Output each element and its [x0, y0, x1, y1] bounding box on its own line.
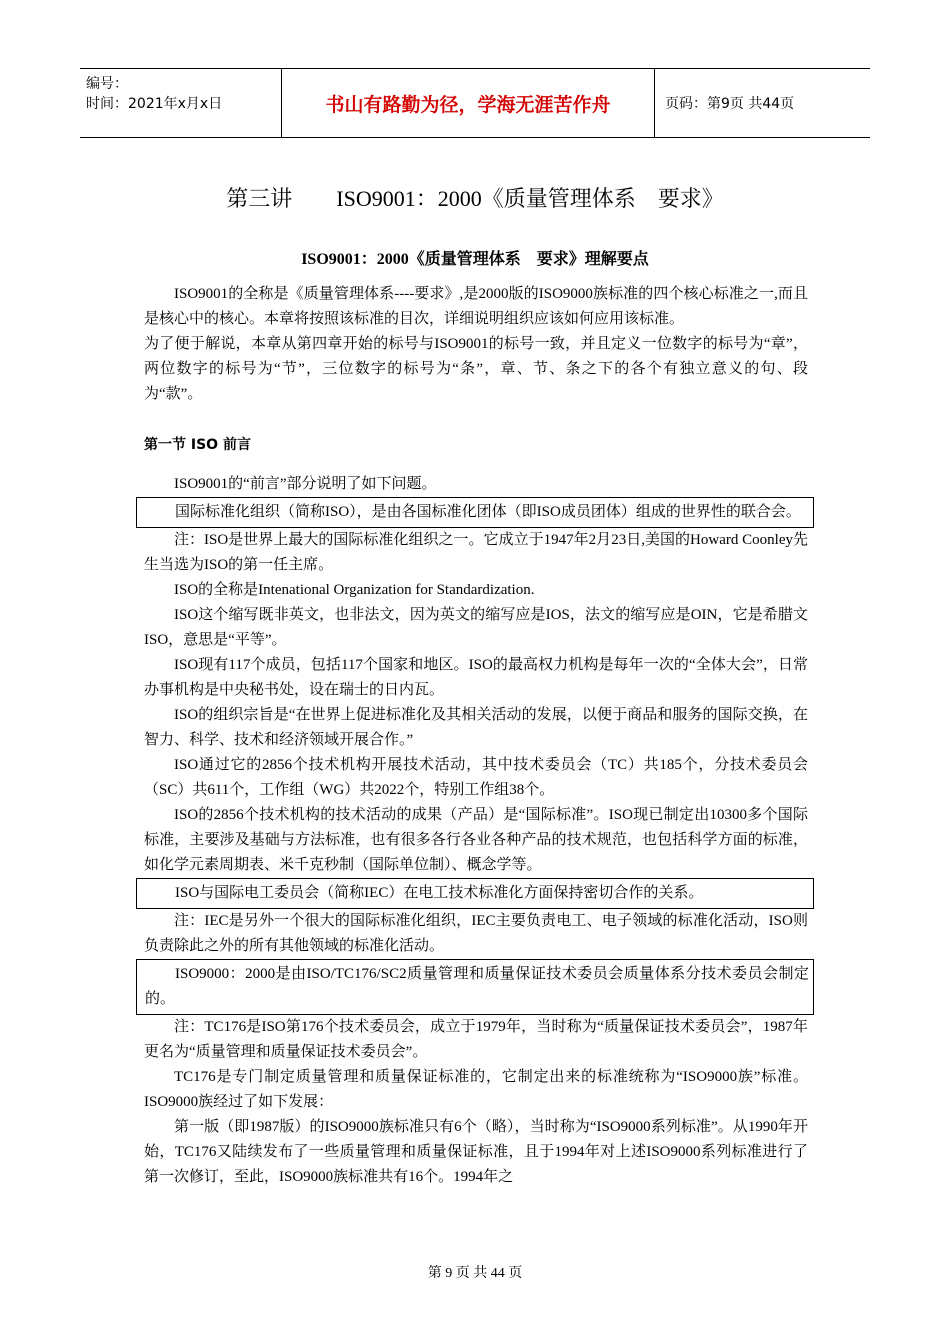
- paragraph: ISO现有117个成员，包括117个国家和地区。ISO的最高权力机构是每年一次的“全体大会”，日常办事机构是中央秘书处，设在瑞士的日内瓦。: [144, 657, 808, 698]
- number-label: 编号：: [86, 76, 128, 92]
- date-label: 时间：2021年x月x日: [86, 96, 223, 112]
- header-page-info: 页码：第9页 共44页: [665, 96, 795, 112]
- paragraph: 第一版（即1987版）的ISO9000族标准只有6个（略），当时称为“ISO9000系列标准”。从1990年开始，TC176又陆续发布了一些质量管理和质量保证标准，且于1994年对上述ISO9000系列标准进行了第一次修订，至此，ISO9000族标准共有16个。1994年之: [144, 1119, 808, 1185]
- section-heading: 第一节 ISO 前言: [144, 437, 251, 453]
- paragraph: ISO通过它的2856个技术机构开展技术活动，其中技术委员会（TC）共185个，分技术委员会（SC）共611个，工作组（WG）共2022个，特别工作组38个。: [144, 757, 808, 798]
- paragraph: ISO的2856个技术机构的技术活动的成果（产品）是“国际标准”。ISO现已制定出10300多个国际标准，主要涉及基础与方法标准，也有很多各行各业各种产品的技术规范，也包括科学方面的标准，如化学元素周期表、米千克秒制（国际单位制）、概念学等。: [144, 807, 808, 873]
- paragraph: ISO的组织宗旨是“在世界上促进标准化及其相关活动的发展，以便于商品和服务的国际交换，在智力、科学、技术和经济领域开展合作。”: [144, 707, 808, 748]
- paragraph: 注：TC176是ISO第176个技术委员会，成立于1979年，当时称为“质量保证技术委员会”，1987年更名为“质量管理和质量保证技术委员会”。: [144, 1019, 808, 1060]
- boxed-paragraph: ISO9000：2000是由ISO/TC176/SC2质量管理和质量保证技术委员会质量体系分技术委员会制定的。: [136, 959, 814, 1015]
- page-footer: 第 9 页 共 44 页: [427, 1266, 523, 1281]
- header-motto: 书山有路勤为径，学海无涯苦作舟: [282, 69, 655, 137]
- page-title: 第三讲 ISO9001：2000《质量管理体系 要求》: [226, 186, 724, 211]
- paragraph: ISO这个缩写既非英文，也非法文，因为英文的缩写应是IOS，法文的缩写应是OIN，它是希腊文ISO，意思是“平等”。: [144, 607, 808, 648]
- paragraph: ISO的全称是Intenational Organization for Standardization.: [174, 582, 535, 598]
- header-meta: [80, 69, 282, 137]
- page-header: [80, 68, 870, 138]
- paragraph: 注：ISO是世界上最大的国际标准化组织之一。它成立于1947年2月23日,美国的Howard Coonley先生当选为ISO的第一任主席。: [144, 532, 808, 573]
- paragraph: ISO9001的全称是《质量管理体系----要求》,是2000版的ISO9000族标准的四个核心标准之一,而且是核心中的核心。本章将按照该标准的目次，详细说明组织应该如何应用该标准。: [144, 286, 808, 327]
- paragraph: 注：IEC是另外一个很大的国际标准化组织，IEC主要负责电工、电子领域的标准化活动，ISO则负责除此之外的所有其他领域的标准化活动。: [144, 913, 808, 954]
- paragraph: ISO9001的“前言”部分说明了如下问题。: [174, 476, 437, 492]
- paragraph: 为了便于解说，本章从第四章开始的标号与ISO9001的标号一致，并且定义一位数字的标号为“章”，两位数字的标号为“节”，三位数字的标号为“条”，章、节、条之下的各个有独立意义的句、段为“款”。: [144, 336, 808, 402]
- boxed-paragraph: 国际标准化组织（简称ISO），是由各国标准化团体（即ISO成员团体）组成的世界性的联合会。: [136, 497, 814, 528]
- paragraph: TC176是专门制定质量管理和质量保证标准的，它制定出来的标准统称为“ISO9000族”标准。ISO9000族经过了如下发展：: [144, 1069, 808, 1110]
- page-subtitle: ISO9001：2000《质量管理体系 要求》理解要点: [301, 251, 649, 268]
- boxed-paragraph: ISO与国际电工委员会（简称IEC）在电工技术标准化方面保持密切合作的关系。: [136, 878, 814, 909]
- document-body: [144, 282, 808, 1190]
